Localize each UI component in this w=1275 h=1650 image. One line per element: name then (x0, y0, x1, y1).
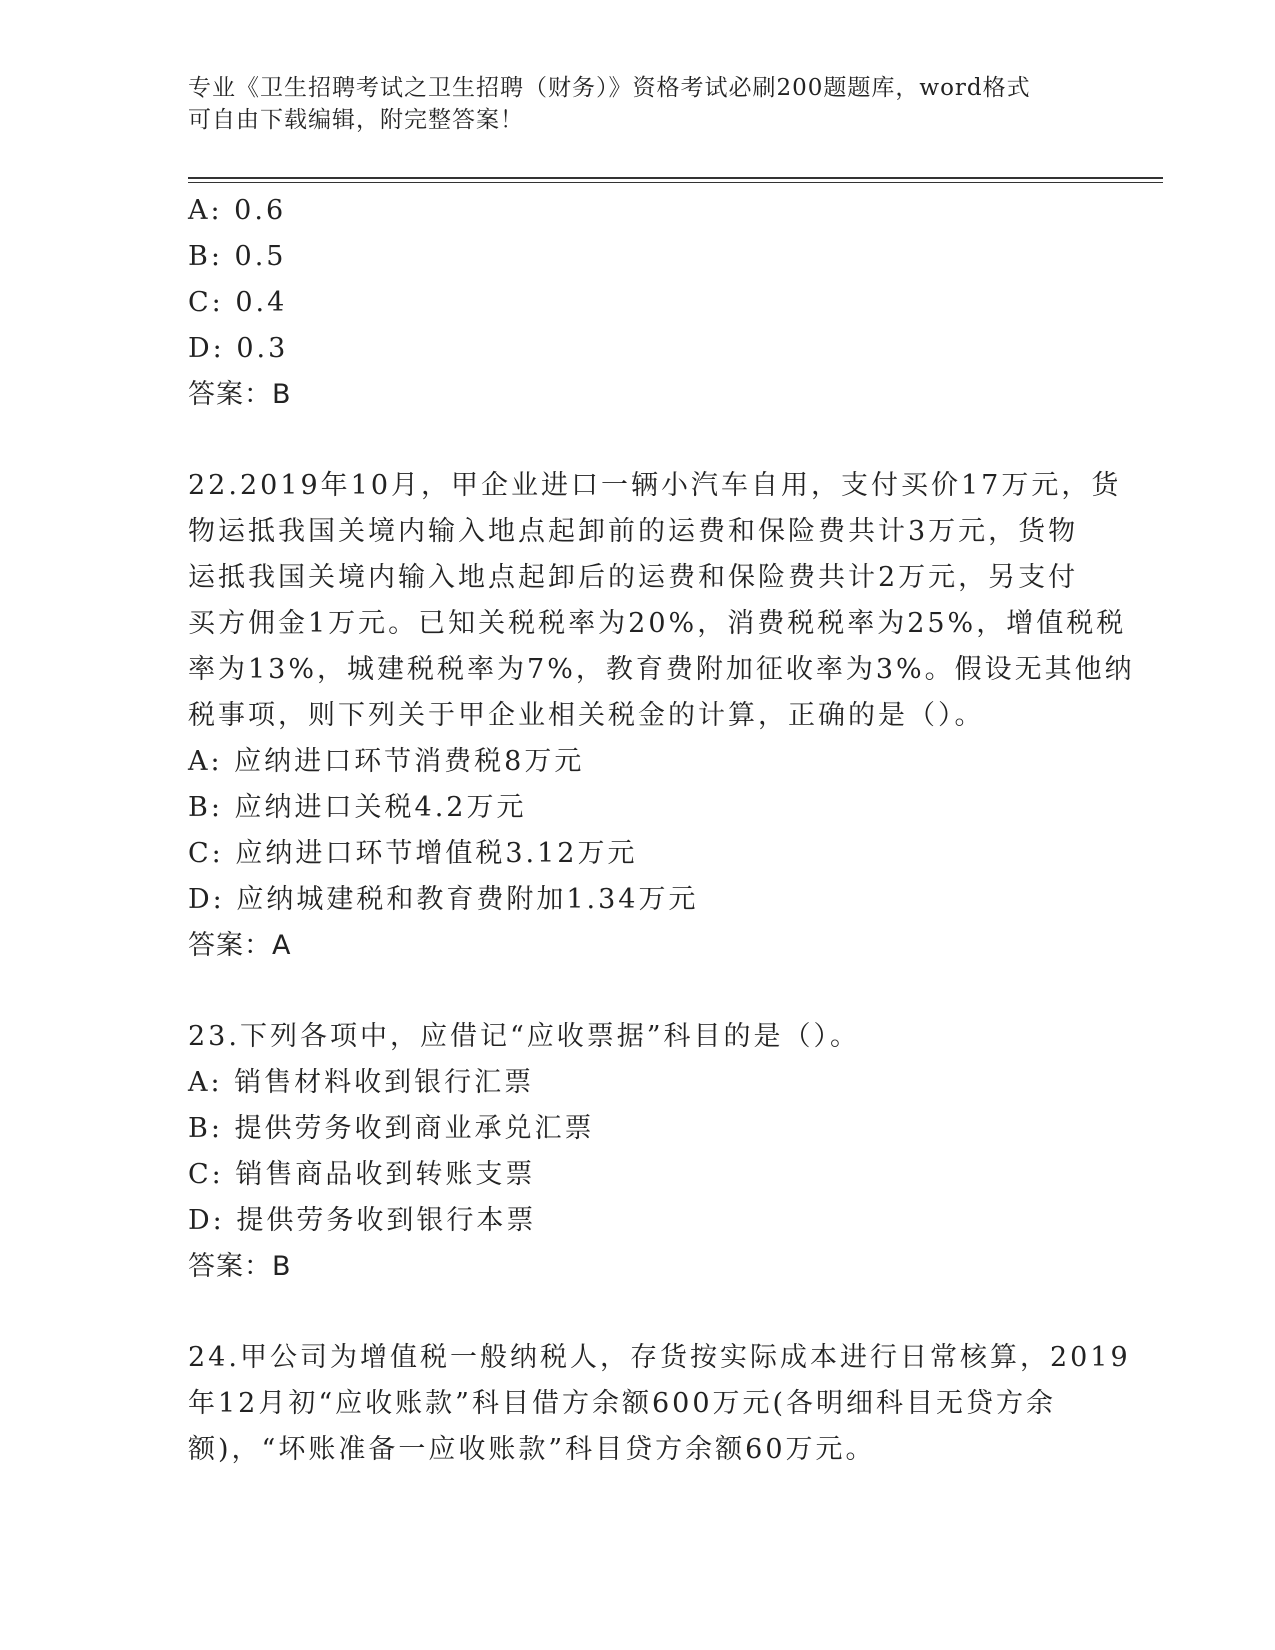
header-line-1: 专业《卫生招聘考试之卫生招聘（财务）》资格考试必刷200题题库，word格式 (188, 75, 1031, 101)
question-stem-line: 24.甲公司为增值税一般纳税人，存货按实际成本进行日常核算，2019 (188, 1342, 1131, 1373)
option-a: A: 应纳进口环节消费税8万元 (188, 746, 585, 777)
option-a: A: 销售材料收到银行汇票 (188, 1067, 535, 1098)
header-rule-thin (188, 182, 1163, 183)
question-stem-line: 运抵我国关境内输入地点起卸后的运费和保险费共计2万元，另支付 (188, 562, 1079, 593)
option-d: D: 0.3 (188, 333, 289, 364)
question-stem-line: 年12月初“应收账款”科目借方余额600万元(各明细科目无贷方余 (188, 1388, 1057, 1419)
option-b: B: 提供劳务收到商业承兑汇票 (188, 1113, 595, 1144)
question-stem-line: 物运抵我国关境内输入地点起卸前的运费和保险费共计3万元，货物 (188, 516, 1079, 547)
question-24 (188, 1335, 1131, 1473)
header-rule-thick (188, 177, 1163, 179)
option-c: C: 销售商品收到转账支票 (188, 1159, 536, 1190)
document-body (188, 188, 1135, 1473)
question-stem-line: 买方佣金1万元。已知关税税率为20%，消费税税率为25%，增值税税 (188, 608, 1127, 639)
answer: 答案：A (188, 930, 292, 961)
option-a: A: 0.6 (188, 195, 287, 226)
header-line-2: 可自由下载编辑，附完整答案！ (188, 107, 524, 133)
option-b: B: 应纳进口关税4.2万元 (188, 792, 527, 823)
question-22 (188, 463, 1135, 969)
question-21 (188, 188, 1088, 418)
answer: 答案：B (188, 1251, 292, 1282)
document-header (188, 72, 1068, 136)
question-stem-line: 22.2019年10月，甲企业进口一辆小汽车自用，支付买价17万元，货 (188, 470, 1122, 501)
question-23 (188, 1014, 1088, 1290)
question-stem-line: 率为13%，城建税税率为7%，教育费附加征收率为3%。假设无其他纳 (188, 654, 1135, 685)
question-stem-line: 税事项，则下列关于甲企业相关税金的计算，正确的是（）。 (188, 700, 985, 731)
answer: 答案：B (188, 379, 292, 410)
option-c: C: 0.4 (188, 287, 288, 318)
option-b: B: 0.5 (188, 241, 287, 272)
option-c: C: 应纳进口环节增值税3.12万元 (188, 838, 638, 869)
question-stem: 23.下列各项中，应借记“应收票据”科目的是（）。 (188, 1021, 861, 1052)
question-stem-line: 额)，“坏账准备一应收账款”科目贷方余额60万元。 (188, 1434, 876, 1465)
option-d: D: 应纳城建税和教育费附加1.34万元 (188, 884, 699, 915)
option-d: D: 提供劳务收到银行本票 (188, 1205, 537, 1236)
